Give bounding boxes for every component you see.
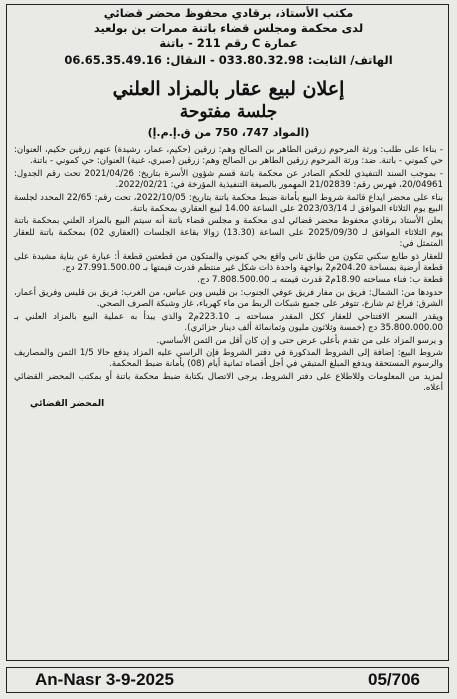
legal-articles: (المواد 747، 750 من ق.إ.م.إ) xyxy=(147,126,310,139)
court-name: لدى محكمة ومجلس قضاء باتنة ممرات بن بولعيد xyxy=(93,21,364,35)
body-paragraph: للعقار ذو طابع سكني تتكون من طابق ثاني واقع بحي كموني والمتكون من قطعتين قطعة أ: عبارة عن بناية مشيدة على قطعة أرضية بمساحة 204.20م2 بواجهة واحدة ذات شكل غير منتظم قدرت قيمتها بـ 27.991.500.00 دج. xyxy=(14,251,443,274)
body-paragraph: - بموجب السند التنفيذي للحكم الصادر عن محكمة باتنة قسم شؤون الأسرة بتاريخ: 2021/04/26 تحت رقم الجدول: 20/04961، فهرس رقم: 21/02839 المهمور بالصيغة التنفيذية المؤرخة في: 2022/02/21. xyxy=(14,168,443,191)
body-paragraph: ويقدر السعر الافتتاحي للعقار ككل المقدر مساحته بـ 223.10م2 والذي يبدأ به عملية البيع بالمزاد العلني بـ 35.800.000.00 دج (خمسة وثلاثون مليون وثمانمائة ألف دينار جزائري). xyxy=(14,311,443,334)
bailiff-signature: المحضر القضائي xyxy=(30,398,105,409)
announcement-subtitle: جلسة مفتوحة xyxy=(179,102,278,122)
announcement-title: إعلان لبيع عقار بالمزاد العلني xyxy=(112,78,345,100)
office-header xyxy=(10,6,447,68)
body-paragraph: - بناءا على طلب: ورثة المرحوم زرقين الطاهر بن الصالح وهم: زرقين (حكيم، عمار، رشيدة) عنهم زرقين حكيم، العنوان: حي كموني - باتنة. ضد: ورثة المرحوم زرقين الطاهر بن الصالح وهم: زرقين (صبري، غنية) العنوان: حي كموني - باتنة. xyxy=(14,145,443,167)
body-paragraph: يعلن الأستاذ برقادي محفوظ محضر قضائي لدى محكمة و مجلس قضاء باتنة أنه سيتم البيع بالمزاد العلني بمحكمة باتنة يوم الثلاثاء الموافق لـ 2025/09/30 على الساعة (13.30) زوالا بقاعة الجلسات (العقاري 02) بمحكمة باتنة للعقار المتمثل في: xyxy=(14,216,443,250)
publication-name: An-Nasr 3-9-2025 xyxy=(35,670,174,689)
office-address: عمارة C رقم 211 - باتنة xyxy=(159,36,298,50)
body-paragraph: و يرسو المزاد على من تقدم بأعلى عرض حتى و إن كان أقل من الثمن الأساسي. xyxy=(156,335,443,346)
body-paragraph: شروط البيع: إضافة إلى الشروط المذكورة في دفتر الشروط فإن الراسي عليه المزاد يدفع حالا 1/5 الثمن والمصاريف والرسوم المستحقة ويدفع المبلغ المتبقي في أجل أقصاه ثمانية أيام (08) بأمانة ضبط المحكمة. xyxy=(14,347,443,370)
office-name: مكتب الأستاذ، برقادي محفوظ محضر قضائي xyxy=(103,6,354,20)
announcement-number: 05/706 xyxy=(368,670,420,689)
body-paragraph: بناء على محضر ايداع قائمة شروط البيع بأمانة ضبط محكمة باتنة بتاريخ: 2022/10/05، تحت رقم: 22/65 المحدد لجلسة البيع يوم الثلاثاء الموافق لـ 2023/03/14 على الساعة 14.00 لبيع العقاري بمحكمة باتنة. xyxy=(14,192,443,215)
publication-footer xyxy=(6,667,449,693)
body-paragraph: لمزيد من المعلومات وللاطلاع على دفتر الشروط، يرجى الاتصال بكتابة ضبط محكمة باتنة أو بمكتب المحضر القضائي أعلاه. xyxy=(14,371,443,394)
body-paragraph: قطعة ب: فناء مساحته 18.90م2 قدرت قيمته بـ 7.808.500.00 دج. xyxy=(197,275,443,286)
body-paragraph: حدودها من: الشمال: فريق بن مفار فريق عوفي الجنوب: بن قليس وبن عباس، من الغرب: فريق بن قليس وفريق أعمار، الشرق: فراغ ثم شارع، تتوفر على جميع شبكات الربط من ماء كهرباء، غاز وشبكة الصرف الصحي. xyxy=(14,287,443,310)
office-phones: الهاتف/ الثابت: 033.80.32.98 - النقال: 06.65.35.49.16 xyxy=(64,53,393,67)
announcement-frame xyxy=(6,4,449,661)
